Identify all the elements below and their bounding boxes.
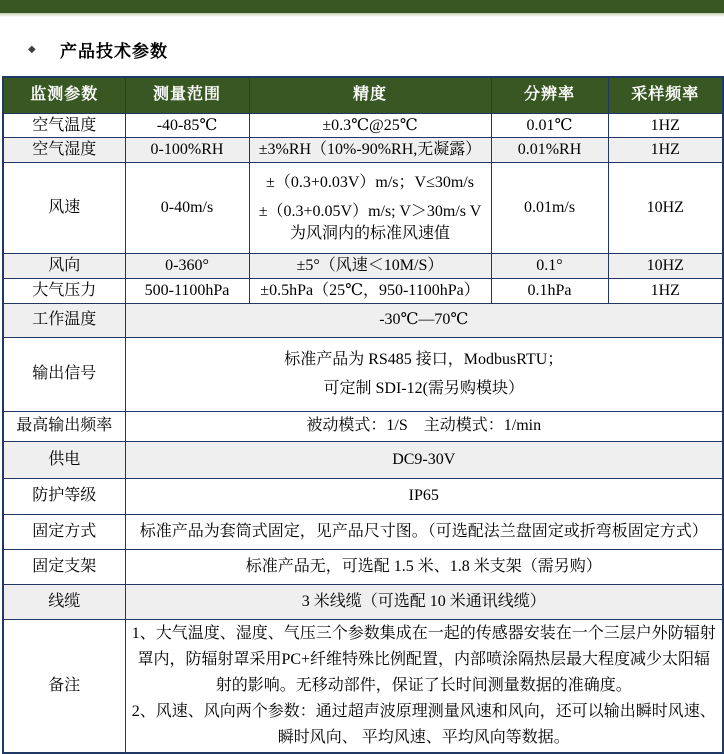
param-label: 最高输出频率 (3, 411, 125, 441)
param-value: 0.1° (491, 254, 608, 279)
param-value: 0.01%RH (491, 138, 608, 163)
param-value (249, 162, 491, 254)
param-label: 风向 (3, 254, 125, 279)
table-row (3, 584, 723, 619)
column-header-0: 监测参数 (3, 77, 125, 113)
param-value: IP65 (125, 478, 723, 514)
top-banner-fade (0, 13, 724, 17)
section-heading (28, 37, 724, 62)
table-row (3, 478, 723, 514)
table-row (3, 162, 723, 254)
table-row (3, 337, 723, 411)
param-label: 供电 (3, 441, 125, 478)
value-line: ±（0.3+0.05V）m/s; V＞30m/s V为风洞内的标准风速值 (258, 203, 482, 242)
value-line: ±（0.3+0.03V）m/s；V≤30m/s (266, 173, 474, 191)
param-value: 0-40m/s (125, 162, 249, 254)
param-label: 大气压力 (3, 279, 125, 304)
param-value: ±3%RH（10%-90%RH,无凝露） (249, 138, 491, 163)
param-value: 0.01m/s (491, 162, 608, 254)
table-row (3, 113, 723, 138)
table-row (3, 254, 723, 279)
param-value (125, 337, 723, 411)
param-value: 标准产品为套筒式固定，见产品尺寸图。（可选配法兰盘固定或折弯板固定方式） (125, 514, 723, 549)
table-row (3, 138, 723, 163)
param-value: DC9-30V (125, 441, 723, 478)
param-label: 固定方式 (3, 514, 125, 549)
param-value: 0.1hPa (491, 279, 608, 304)
param-label: 输出信号 (3, 337, 125, 411)
param-value: 10HZ (608, 254, 723, 279)
param-value: ±0.3℃@25℃ (249, 113, 491, 138)
param-value: 0-100%RH (125, 138, 249, 163)
column-header-1: 测量范围 (125, 77, 249, 113)
table-row (3, 441, 723, 478)
param-value: 10HZ (608, 162, 723, 254)
param-label: 工作温度 (3, 303, 125, 337)
diamond-bullet-icon: ◆ (28, 44, 36, 55)
param-value: 1HZ (608, 138, 723, 163)
value-line: 标准产品为 RS485 接口，ModbusRTU； (284, 350, 564, 368)
value-line: 可定制 SDI-12(需另购模块） (323, 380, 524, 398)
column-header-4: 采样频率 (608, 77, 723, 113)
remark-paragraph: 2、风速、风向两个参数：通过超声波原理测量风速和风向，还可以输出瞬时风速、瞬时风向、 平均风速、平均风向等数据。 (131, 702, 716, 746)
param-value: 0.01℃ (491, 113, 608, 138)
table-row (3, 549, 723, 584)
column-header-3: 分辨率 (491, 77, 608, 113)
spec-table-header (3, 77, 723, 113)
param-label: 防护等级 (3, 478, 125, 514)
param-value: 标准产品无，可选配 1.5 米、1.8 米支架（需另购） (125, 549, 723, 584)
param-value: ±0.5hPa（25℃，950-1100hPa） (249, 279, 491, 304)
table-row (3, 279, 723, 304)
param-value: -30℃—70℃ (125, 303, 723, 337)
param-label: 线缆 (3, 584, 125, 619)
param-value: ±5°（风速＜10M/S） (249, 254, 491, 279)
param-label: 空气温度 (3, 113, 125, 138)
param-value (125, 619, 723, 753)
table-row (3, 514, 723, 549)
param-value: 被动模式：1/S 主动模式：1/min (125, 411, 723, 441)
header-row (3, 77, 723, 113)
param-value: 1HZ (608, 113, 723, 138)
param-value: 500-1100hPa (125, 279, 249, 304)
param-value: 1HZ (608, 279, 723, 304)
param-label: 风速 (3, 162, 125, 254)
table-row (3, 303, 723, 337)
param-value: -40-85℃ (125, 113, 249, 138)
column-header-2: 精度 (249, 77, 491, 113)
param-label: 备注 (3, 619, 125, 753)
spec-table (2, 76, 724, 754)
param-value: 0-360° (125, 254, 249, 279)
param-value: 3 米线缆（可选配 10 米通讯线缆） (125, 584, 723, 619)
table-row (3, 619, 723, 753)
top-banner-bar (0, 0, 724, 13)
table-row (3, 411, 723, 441)
page-title: 产品技术参数 (60, 42, 168, 61)
spec-table-body (3, 113, 723, 753)
remark-paragraph: 1、大气温度、湿度、气压三个参数集成在一起的传感器安装在一个三层户外防辐射罩内，防辐射罩采用PC+纤维特殊比例配置，内部喷涂隔热层最大程度减少太阳辐射的影响。无移动部件，保证了长时间测量数据的准确度。 (131, 624, 716, 694)
param-label: 固定支架 (3, 549, 125, 584)
param-label: 空气湿度 (3, 138, 125, 163)
